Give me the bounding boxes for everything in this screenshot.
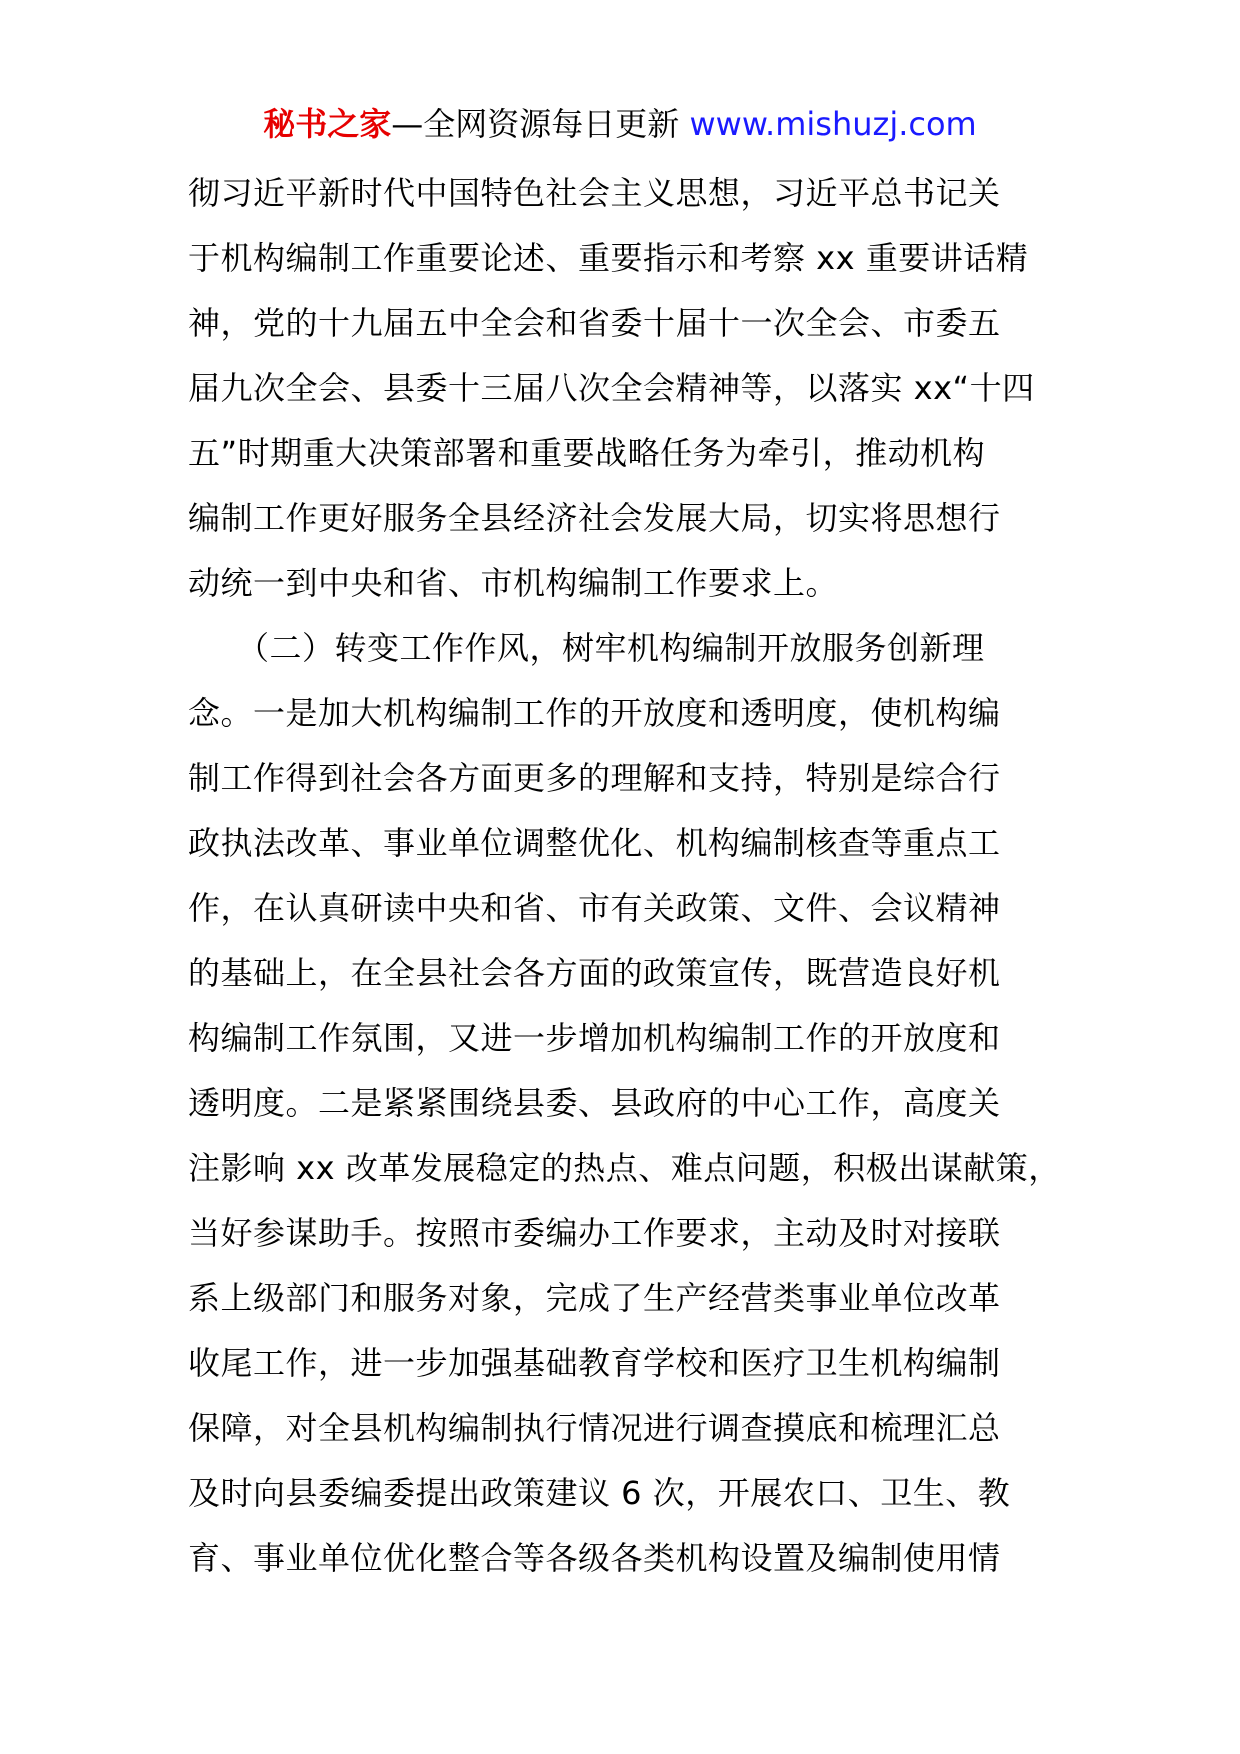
site-tagline: —全网资源每日更新	[391, 105, 690, 143]
text-line: 作，在认真研读中央和省、市有关政策、文件、会议精神	[188, 889, 1001, 927]
text-line: 系上级部门和服务对象，完成了生产经营类事业单位改革	[188, 1279, 1001, 1317]
document-body	[188, 161, 1088, 1591]
text-line: 编制工作更好服务全县经济社会发展大局，切实将思想行	[188, 499, 1001, 537]
text-line: 神，党的十九届五中全会和省委十届十一次全会、市委五	[188, 304, 1001, 342]
text-line: 保障，对全县机构编制执行情况进行调查摸底和梳理汇总	[188, 1409, 1001, 1447]
site-url-link[interactable]: www.mishuzj.com	[689, 105, 977, 143]
text-line: 届九次全会、县委十三届八次全会精神等，以落实 xx“十四	[188, 369, 1035, 407]
text-line: 收尾工作，进一步加强基础教育学校和医疗卫生机构编制	[188, 1344, 1001, 1382]
text-line: 念。一是加大机构编制工作的开放度和透明度，使机构编	[188, 694, 1001, 732]
text-line: 政执法改革、事业单位调整优化、机构编制核查等重点工	[188, 824, 1001, 862]
text-line: 及时向县委编委提出政策建议 6 次，开展农口、卫生、教	[188, 1474, 1011, 1512]
text-line: 构编制工作氛围，又进一步增加机构编制工作的开放度和	[188, 1019, 1001, 1057]
text-line: 制工作得到社会各方面更多的理解和支持，特别是综合行	[188, 759, 1001, 797]
text-line: 育、事业单位优化整合等各级各类机构设置及编制使用情	[188, 1539, 1001, 1577]
section-heading-line: （二）转变工作作风，树牢机构编制开放服务创新理	[188, 629, 985, 667]
text-line: 于机构编制工作重要论述、重要指示和考察 xx 重要讲话精	[188, 239, 1029, 277]
text-line: 彻习近平新时代中国特色社会主义思想，习近平总书记关	[188, 174, 1001, 212]
text-line: 透明度。二是紧紧围绕县委、县政府的中心工作，高度关	[188, 1084, 1001, 1122]
site-header	[0, 100, 1240, 148]
text-line: 的基础上，在全县社会各方面的政策宣传，既营造良好机	[188, 954, 1001, 992]
text-line: 注影响 xx 改革发展稳定的热点、难点问题，积极出谋献策，	[188, 1149, 1061, 1187]
text-line: 动统一到中央和省、市机构编制工作要求上。	[188, 564, 839, 602]
text-line: 当好参谋助手。按照市委编办工作要求，主动及时对接联	[188, 1214, 1001, 1252]
site-brand: 秘书之家	[263, 105, 392, 143]
text-line: 五”时期重大决策部署和重要战略任务为牵引，推动机构	[188, 434, 986, 472]
